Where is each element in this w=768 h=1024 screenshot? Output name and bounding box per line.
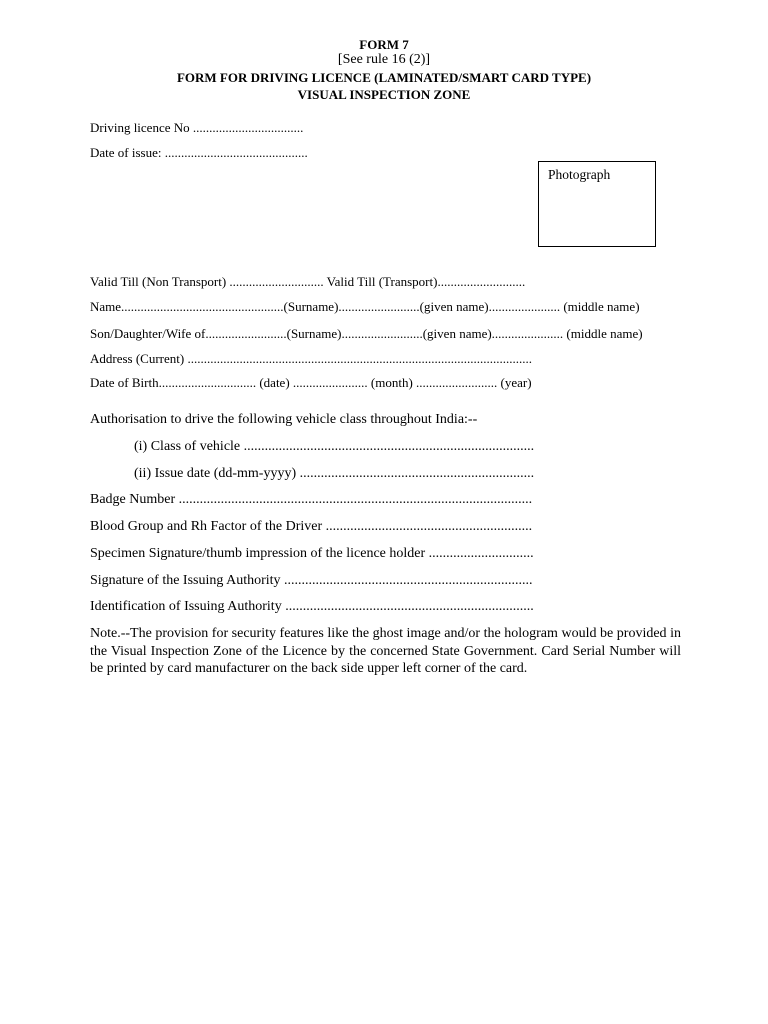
authority-signature-field: Signature of the Issuing Authority ....................................................................... — [90, 573, 533, 588]
rule-reference: [See rule 16 (2)] — [337, 52, 431, 67]
blood-group-field: Blood Group and Rh Factor of the Driver ........................................................... — [90, 519, 533, 534]
badge-number-field: Badge Number ..................................................................................................... — [90, 492, 533, 507]
date-of-issue-field: Date of issue: ............................................ — [90, 145, 308, 160]
photograph-box — [538, 161, 656, 247]
authority-identification-field: Identification of Issuing Authority ....................................................................... — [90, 599, 534, 614]
valid-till-field: Valid Till (Non Transport) ............................. Valid Till (Transport)........................... — [90, 274, 526, 289]
address-field: Address (Current) .......................................................................................................... — [90, 351, 532, 366]
relation-field: Son/Daughter/Wife of.........................(Surname).........................(given name)...................... (middle name) — [90, 326, 643, 341]
authorisation-heading: Authorisation to drive the following vehicle class throughout India:-- — [90, 412, 478, 427]
licence-number-field: Driving licence No .................................. — [90, 120, 304, 135]
class-of-vehicle-field: (i) Class of vehicle ................................................................................... — [134, 439, 535, 454]
name-field: Name..................................................(Surname).........................(given name)...................... (middle name) — [90, 299, 640, 314]
photograph-label: Photograph — [548, 167, 611, 182]
form-subtitle: VISUAL INSPECTION ZONE — [297, 87, 471, 102]
date-of-birth-field: Date of Birth.............................. (date) ....................... (month) ......................... (year) — [90, 375, 532, 390]
issue-date-field: (ii) Issue date (dd-mm-yyyy) ................................................................... — [134, 466, 535, 481]
note-paragraph: Note.--The provision for security features like the ghost image and/or the hologram would be provided in the Visual Inspection Zone of the Licence by the concerned State Government. Card Serial Number will be printed by card manufacturer on the back side upper left corner of the card. — [90, 626, 681, 676]
form-number: FORM 7 — [359, 37, 409, 52]
holder-signature-field: Specimen Signature/thumb impression of the licence holder .............................. — [90, 546, 534, 561]
form-title: FORM FOR DRIVING LICENCE (LAMINATED/SMART CARD TYPE) — [176, 70, 592, 85]
